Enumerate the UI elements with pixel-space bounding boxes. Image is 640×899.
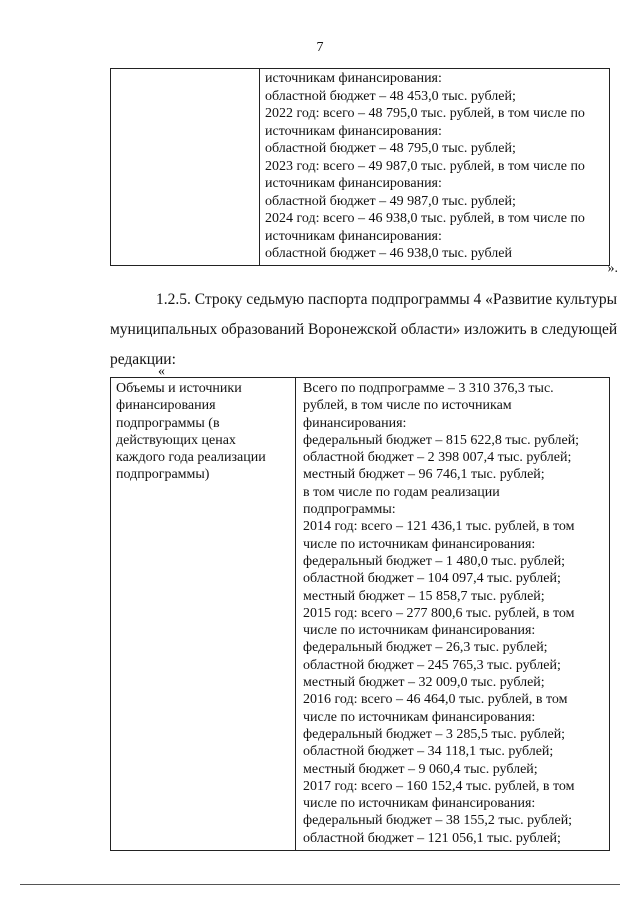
funding-line: числе по источникам финансирования: [303,709,536,725]
heading-line: подпрограммы) [116,467,210,483]
funding-line: областной бюджет – 34 118,1 тыс. рублей; [303,744,554,760]
funding-line: числе по источникам финансирования: [303,796,536,812]
continuation-line: источникам финансирования: [265,176,442,192]
continuation-line: областной бюджет – 46 938,0 тыс. рублей [265,246,512,262]
heading-line: подпрограммы (в [116,415,220,431]
continuation-line: областной бюджет – 48 795,0 тыс. рублей; [265,141,516,157]
footer-divider [20,884,620,885]
continuation-left-cell [111,69,260,266]
continuation-line: областной бюджет – 49 987,0 тыс. рублей; [265,193,516,209]
continuation-line: источникам финансирования: [265,228,442,244]
paragraph-line: 1.2.5. Строку седьмую паспорта подпрограммы 4 «Развитие культуры [156,291,618,308]
funding-line: местный бюджет – 15 858,7 тыс. рублей; [303,588,545,604]
passport-table [110,377,610,851]
funding-line: областной бюджет – 121 056,1 тыс. рублей; [303,830,561,846]
continuation-table [110,68,610,266]
funding-line: областной бюджет – 245 765,3 тыс. рублей; [303,657,561,673]
funding-line: федеральный бюджет – 3 285,5 тыс. рублей; [303,726,566,742]
heading-line: финансирования [116,398,216,414]
paragraph-line: муниципальных образований Воронежской области» изложить в следующей [110,321,618,338]
continuation-line: источникам финансирования: [265,123,442,139]
closing-quote: ». [607,261,618,276]
opening-quote: « [158,364,165,379]
funding-line: федеральный бюджет – 1 480,0 тыс. рублей; [303,553,566,569]
funding-line: в том числе по годам реализации [303,484,500,500]
amendment-paragraph [110,285,618,375]
funding-line: местный бюджет – 96 746,1 тыс. рублей; [303,467,545,483]
funding-line: Всего по подпрограмме – 3 310 376,3 тыс. [303,381,554,396]
funding-line: 2017 год: всего – 160 152,4 тыс. рублей, в том [303,778,575,794]
funding-line: 2016 год: всего – 46 464,0 тыс. рублей, в том [303,692,568,708]
funding-line: 2014 год: всего – 121 436,1 тыс. рублей, в том [303,519,575,535]
continuation-line: областной бюджет – 48 453,0 тыс. рублей; [265,88,516,104]
passport-row-content [296,378,610,851]
passport-row-heading [111,378,296,851]
continuation-right-cell [260,69,610,266]
funding-line: подпрограммы: [303,502,396,518]
funding-line: местный бюджет – 32 009,0 тыс. рублей; [303,675,545,691]
funding-line: финансирования: [303,415,407,431]
funding-line: федеральный бюджет – 26,3 тыс. рублей; [303,640,548,656]
funding-line: местный бюджет – 9 060,4 тыс. рублей; [303,761,538,777]
continuation-line: источникам финансирования: [265,71,442,86]
funding-line: федеральный бюджет – 815 622,8 тыс. рублей; [303,432,580,448]
funding-line: числе по источникам финансирования: [303,623,536,639]
funding-line: рублей, в том числе по источникам [303,398,512,414]
heading-line: Объемы и источники [116,381,242,396]
heading-line: каждого года реализации [116,450,266,466]
passport-row [111,378,610,851]
funding-line: областной бюджет – 104 097,4 тыс. рублей; [303,571,561,587]
funding-line: числе по источникам финансирования: [303,536,536,552]
funding-line: областной бюджет – 2 398 007,4 тыс. рублей; [303,450,572,466]
funding-line: федеральный бюджет – 38 155,2 тыс. рублей; [303,813,573,829]
page-number: 7 [316,40,324,55]
continuation-line: 2022 год: всего – 48 795,0 тыс. рублей, в том числе по [265,106,585,122]
heading-line: действующих ценах [116,432,236,448]
paragraph-line: редакции: [110,351,176,368]
continuation-line: 2023 год: всего – 49 987,0 тыс. рублей, в том числе по [265,158,585,174]
continuation-row [111,69,610,266]
continuation-line: 2024 год: всего – 46 938,0 тыс. рублей, в том числе по [265,211,585,227]
funding-line: 2015 год: всего – 277 800,6 тыс. рублей, в том [303,605,575,621]
